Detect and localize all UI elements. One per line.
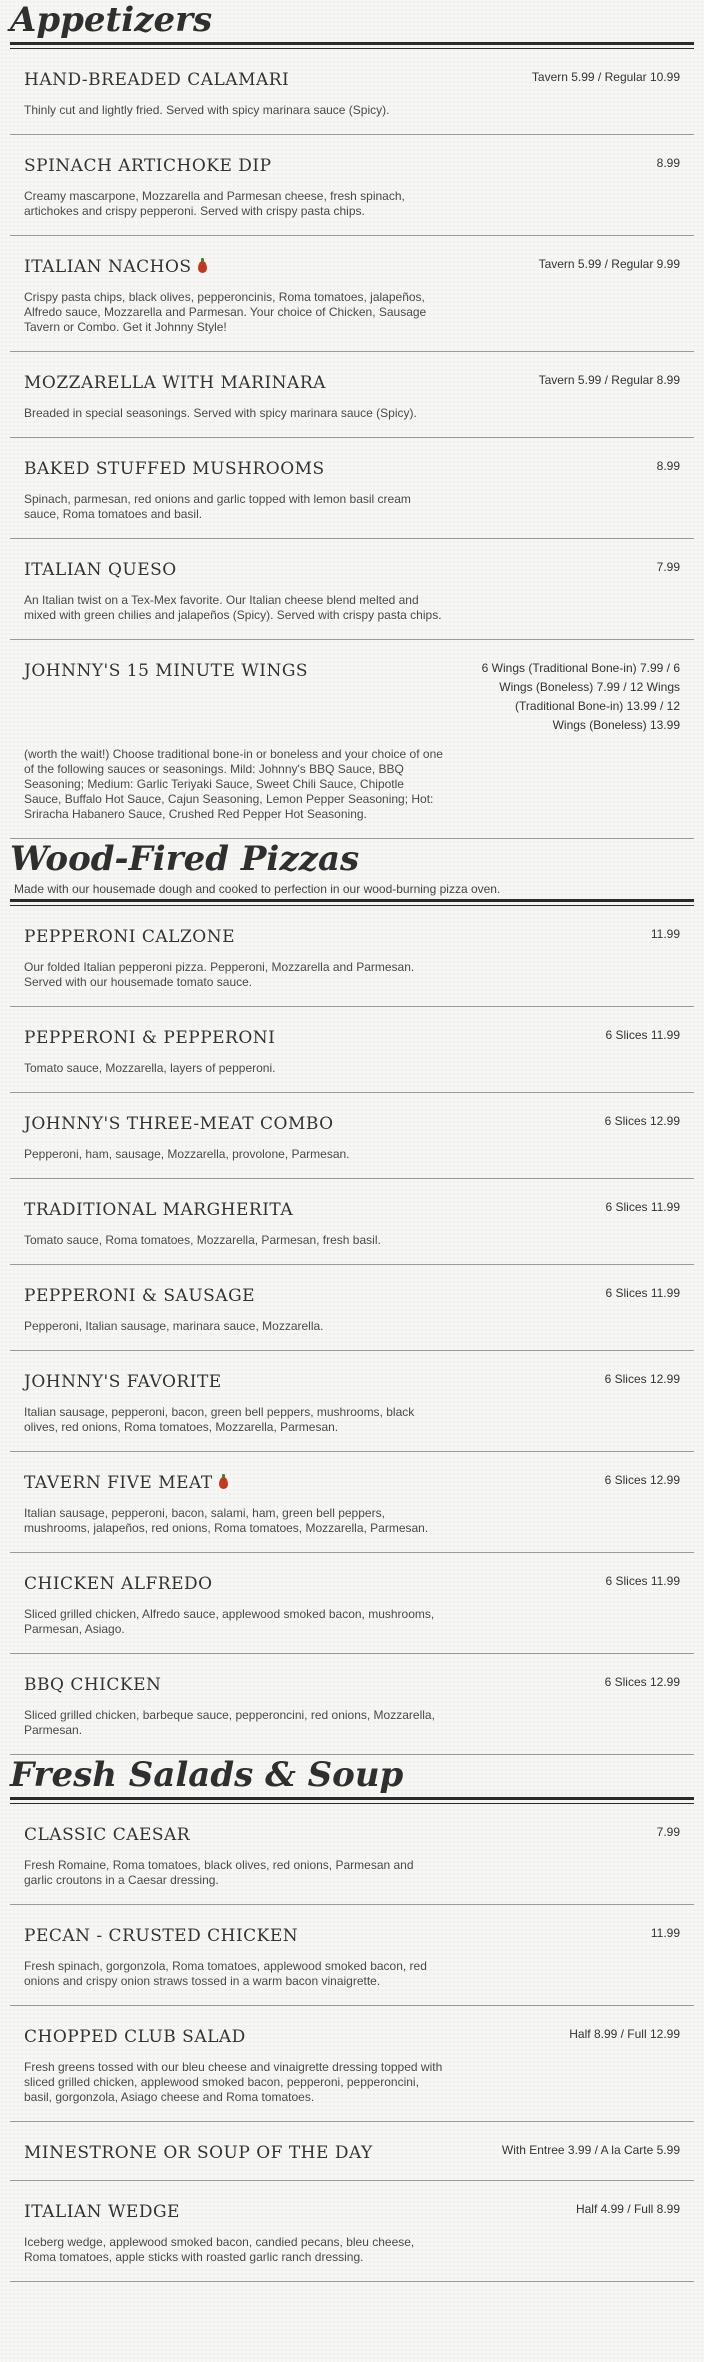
menu-item-header: [24, 2020, 680, 2048]
menu-item: [10, 49, 694, 135]
menu-item-header: [24, 1919, 680, 1947]
menu-item-description: Creamy mascarpone, Mozzarella and Parmesan cheese, fresh spinach, artichokes and crispy pepperoni. Served with crispy pasta chips.: [24, 189, 405, 218]
menu-item: [10, 1553, 694, 1654]
menu-item-name-text: PECAN - CRUSTED CHICKEN: [24, 1926, 299, 1946]
menu-item-name-text: CLASSIC CAESAR: [24, 1825, 191, 1845]
menu-item-name: [24, 458, 325, 480]
menu-item-description: An Italian twist on a Tex-Mex favorite. Our Italian cheese blend melted and mixed with green chilies and jalapeños (Spicy). Served with crispy pasta chips.: [24, 593, 442, 622]
menu-item: [10, 1654, 694, 1755]
menu-item-header: [24, 2136, 680, 2164]
menu-item-price: 6 Slices 12.99: [604, 1675, 680, 1689]
menu-item-description: Our folded Italian pepperoni pizza. Pepperoni, Mozzarella and Parmesan. Served with our housemade tomato sauce.: [24, 960, 415, 989]
menu-item: [10, 1351, 694, 1452]
menu-item: [10, 906, 694, 1007]
menu-item-description: Pepperoni, ham, sausage, Mozzarella, provolone, Parmesan.: [24, 1147, 350, 1161]
menu-item: [10, 1265, 694, 1351]
menu-item-name: [24, 155, 272, 177]
menu-item-header: [24, 1668, 680, 1696]
menu-item-name-text: CHOPPED CLUB SALAD: [24, 2027, 246, 2047]
menu-item-name-text: JOHNNY'S 15 MINUTE WINGS: [24, 661, 309, 681]
menu-item-header: [24, 1466, 680, 1494]
menu-item-header: [24, 654, 680, 735]
menu-item-description: Pepperoni, Italian sausage, marinara sauce, Mozzarella.: [24, 1319, 324, 1333]
menu-item: [10, 438, 694, 539]
menu-item-name-text: MINESTRONE OR SOUP OF THE DAY: [24, 2143, 373, 2163]
menu-item-description: Crispy pasta chips, black olives, pepperoncinis, Roma tomatoes, jalapeños, Alfredo sauce, Mozzarella and Parmesan. Your choice of Chicken, Sausage Tavern or Combo. Get it Johnny Style!: [24, 290, 427, 334]
menu-item-description: Thinly cut and lightly fried. Served with spicy marinara sauce (Spicy).: [24, 103, 390, 117]
menu-item-name: [24, 1113, 334, 1135]
menu-item-price: 8.99: [656, 156, 680, 170]
menu-item-description: Tomato sauce, Mozzarella, layers of pepperoni.: [24, 1061, 276, 1075]
menu-item-header: [24, 1818, 680, 1846]
menu-item-header: [24, 1193, 680, 1221]
section-divider: [10, 899, 694, 906]
section-title: Wood-Fired Pizzas: [10, 839, 360, 879]
menu-item: [10, 236, 694, 352]
menu-item-description: Iceberg wedge, applewood smoked bacon, candied pecans, bleu cheese, Roma tomatoes, apple sticks with roasted garlic ranch dressing.: [24, 2235, 415, 2264]
section-title: Fresh Salads & Soup: [10, 1755, 404, 1795]
menu-item-name: [24, 1472, 228, 1494]
menu-item-name-text: BAKED STUFFED MUSHROOMS: [24, 459, 325, 479]
menu-item-name-text: PEPPERONI & PEPPERONI: [24, 1028, 276, 1048]
menu-item-name: [24, 1925, 298, 1947]
menu-item-description: Italian sausage, pepperoni, bacon, salami, ham, green bell peppers, mushrooms, jalapeños, red onions, Roma tomatoes, Mozzarella, Parmesan.: [24, 1506, 429, 1535]
section-divider: [10, 42, 694, 49]
menu-item-name-text: JOHNNY'S FAVORITE: [24, 1372, 222, 1392]
menu-item-price: 7.99: [656, 560, 680, 574]
menu-section: [0, 0, 704, 839]
menu-item-header: [24, 1021, 680, 1049]
menu-item-name: [24, 1573, 213, 1595]
menu-item-price: Tavern 5.99 / Regular 8.99: [538, 373, 680, 387]
menu-item-header: [24, 452, 680, 480]
menu-item-name-text: TAVERN FIVE MEAT: [24, 1473, 213, 1493]
menu-item-name: [24, 69, 289, 91]
menu-item-price: 6 Wings (Traditional Bone-in) 7.99 / 6 Wings (Boneless) 7.99 / 12 Wings (Traditional Bone-in) 13.99 / 12 Wings (Boneless) 13.99: [481, 661, 680, 732]
menu-item-price: 11.99: [650, 927, 680, 941]
menu-item-name: [24, 2026, 246, 2048]
menu-item-description: Tomato sauce, Roma tomatoes, Mozzarella, Parmesan, fresh basil.: [24, 1233, 381, 1247]
menu-item: [10, 1007, 694, 1093]
menu-item-description: Fresh Romaine, Roma tomatoes, black olives, red onions, Parmesan and garlic croutons in a Caesar dressing.: [24, 1858, 414, 1887]
section-subtitle: Made with our housemade dough and cooked to perfection in our wood-burning pizza oven.: [14, 882, 501, 896]
menu-item-name: [24, 1371, 222, 1393]
menu-item-name: [24, 256, 207, 278]
menu-item-header: [24, 553, 680, 581]
menu-item-name-text: CHICKEN ALFREDO: [24, 1574, 213, 1594]
menu-item-header: [24, 920, 680, 948]
menu-item-price: 8.99: [656, 459, 680, 473]
menu-item-name: [24, 1674, 161, 1696]
menu-item-name-text: TRADITIONAL MARGHERITA: [24, 1200, 294, 1220]
menu-item-price: Tavern 5.99 / Regular 10.99: [531, 70, 680, 84]
menu-item-header: [24, 63, 680, 91]
menu-item-price: 6 Slices 11.99: [605, 1028, 680, 1042]
menu-item-description: (worth the wait!) Choose traditional bone-in or boneless and your choice of one of the following sauces or seasonings. Mild: Johnny's BBQ Sauce, BBQ Seasoning; Medium: Garlic Teriyaki Sauce, Sweet Chili Sauce, Chipotle Sauce, Buffalo Hot Sauce, Cajun Seasoning, Lemon Pepper Seasoning; Hot: Sriracha Habanero Sauce, Crushed Red Pepper Hot Seasoning.: [24, 747, 443, 821]
menu-item-name-text: PEPPERONI CALZONE: [24, 927, 235, 947]
chili-pepper-icon: [219, 1477, 228, 1489]
menu-item-price: 6 Slices 12.99: [604, 1473, 680, 1487]
menu-section: [0, 1755, 704, 2282]
menu-item-name-text: ITALIAN NACHOS: [24, 257, 192, 277]
menu-item-header: [24, 1365, 680, 1393]
menu-item-price: Tavern 5.99 / Regular 9.99: [538, 257, 680, 271]
menu-item-name-text: ITALIAN QUESO: [24, 560, 177, 580]
section-divider: [10, 1797, 694, 1804]
chili-pepper-icon: [198, 261, 207, 273]
menu-item-description: Breaded in special seasonings. Served with spicy marinara sauce (Spicy).: [24, 406, 417, 420]
menu-item-description: Fresh greens tossed with our bleu cheese and vinaigrette dressing topped with sliced grilled chicken, applewood smoked bacon, pepperoni, pepperoncini, basil, gorgonzola, Asiago cheese and Roma tomatoes.: [24, 2060, 443, 2104]
menu-item-header: [24, 1279, 680, 1307]
menu-item-price: With Entree 3.99 / A la Carte 5.99: [501, 2143, 680, 2157]
menu-item: [10, 1179, 694, 1265]
menu-item-description: Sliced grilled chicken, barbeque sauce, pepperoncini, red onions, Mozzarella, Parmesan.: [24, 1708, 435, 1737]
menu-item: [10, 1093, 694, 1179]
menu-item-name-text: SPINACH ARTICHOKE DIP: [24, 156, 272, 176]
menu-item-price: 6 Slices 12.99: [604, 1114, 680, 1128]
menu-item-price: 7.99: [656, 1825, 680, 1839]
menu-item-name: [24, 1824, 190, 1846]
menu-item-name: [24, 1199, 293, 1221]
menu-section: [0, 839, 704, 1755]
menu-item: [10, 2181, 694, 2282]
menu-item-description: Fresh spinach, gorgonzola, Roma tomatoes, applewood smoked bacon, red onions and crispy onion straws tossed in a warm bacon vinaigrette.: [24, 1959, 427, 1988]
menu-item: [10, 2006, 694, 2122]
section-title: Appetizers: [10, 0, 213, 40]
menu-item-name: [24, 1027, 275, 1049]
menu-item-name-text: PEPPERONI & SAUSAGE: [24, 1286, 256, 1306]
menu-item-name-text: ITALIAN WEDGE: [24, 2202, 180, 2222]
menu-item-price: 6 Slices 11.99: [605, 1574, 680, 1588]
menu-item-price: 6 Slices 11.99: [605, 1286, 680, 1300]
menu-item-name: [24, 2201, 180, 2223]
menu-item-name: [24, 926, 235, 948]
menu-item-price: 6 Slices 12.99: [604, 1372, 680, 1386]
menu-item: [10, 2122, 694, 2181]
menu-item-header: [24, 2195, 680, 2223]
menu-item-price: 6 Slices 11.99: [605, 1200, 680, 1214]
menu-item-header: [24, 366, 680, 394]
menu-item: [10, 1452, 694, 1553]
menu-item-price: 11.99: [650, 1926, 680, 1940]
menu-item: [10, 1905, 694, 2006]
menu-item-name: [24, 660, 308, 682]
menu-item-description: Italian sausage, pepperoni, bacon, green bell peppers, mushrooms, black olives, red onions, Roma tomatoes, Mozzarella, Parmesan.: [24, 1405, 415, 1434]
menu-item: [10, 640, 694, 839]
menu-item-price: Half 8.99 / Full 12.99: [569, 2027, 680, 2041]
menu-item-name-text: JOHNNY'S THREE-MEAT COMBO: [24, 1114, 334, 1134]
menu-item-name-text: MOZZARELLA WITH MARINARA: [24, 373, 326, 393]
menu-item: [10, 135, 694, 236]
menu-item: [10, 352, 694, 438]
menu-item-header: [24, 250, 680, 278]
menu-item-description: Spinach, parmesan, red onions and garlic topped with lemon basil cream sauce, Roma tomatoes and basil.: [24, 492, 411, 521]
menu-item-header: [24, 149, 680, 177]
menu-item-name-text: BBQ CHICKEN: [24, 1675, 162, 1695]
menu-item-name: [24, 1285, 255, 1307]
menu-item-name: [24, 559, 177, 581]
menu-item: [10, 1804, 694, 1905]
menu-item-price: Half 4.99 / Full 8.99: [575, 2202, 680, 2216]
menu-item-name: [24, 2142, 373, 2164]
menu-item: [10, 539, 694, 640]
menu-item-name: [24, 372, 326, 394]
menu-item-name-text: HAND-BREADED CALAMARI: [24, 70, 290, 90]
menu-item-description: Sliced grilled chicken, Alfredo sauce, applewood smoked bacon, mushrooms, Parmesan, Asiago.: [24, 1607, 435, 1636]
menu-item-header: [24, 1567, 680, 1595]
menu-item-header: [24, 1107, 680, 1135]
